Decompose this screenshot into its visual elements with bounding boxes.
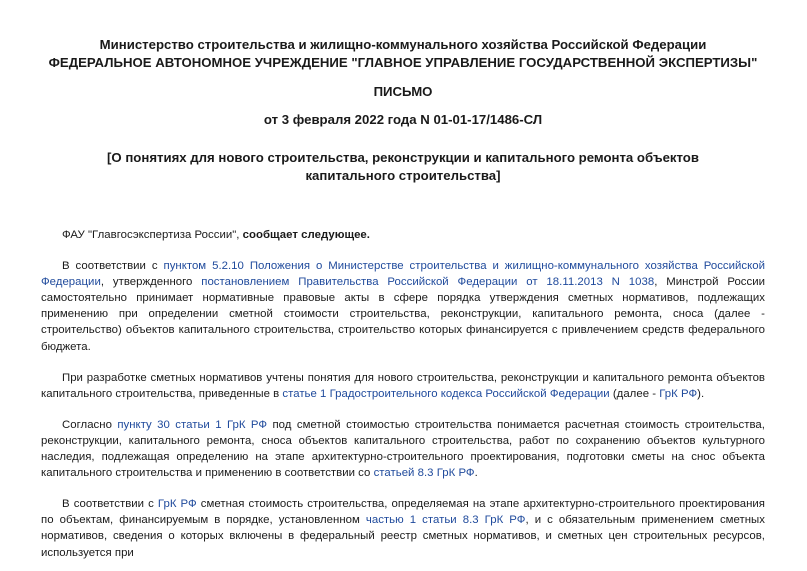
paragraph-bold-text: сообщает следующее. bbox=[242, 229, 370, 241]
paragraph-text: (далее - bbox=[609, 387, 660, 400]
paragraph-text: , и с обязательным применением сметных нормативов, сведения о которых включены в федеральный реестр сметных нормативов, и сметных цен строительных ресурсов, используется при bbox=[41, 514, 765, 559]
paragraph-text: . bbox=[474, 467, 478, 480]
paragraph-text: При разработке сметных нормативов учтены понятия для нового строительства, реконструкции и капитального ремонта объектов капитального строительства, приведенные в bbox=[41, 371, 765, 400]
document-subject: [О понятиях для нового строительства, реконструкции и капитального ремонта объектов капитального строительства] bbox=[107, 150, 699, 183]
link-grk-rf[interactable]: ГрК РФ bbox=[659, 387, 698, 400]
agency-name: ФЕДЕРАЛЬНОЕ АВТОНОМНОЕ УЧРЕЖДЕНИЕ "ГЛАВНОЕ УПРАВЛЕНИЕ ГОСУДАРСТВЕННОЙ ЭКСПЕРТИЗЫ" bbox=[48, 55, 758, 70]
paragraph-text: под сметной стоимостью строительства понимается расчетная стоимость строительства, реконструкции, капитального ремонта, сноса объектов капитального строительства, работ по сохранению объектов культурного наследия, подлежащая определению на этапе архитектурно-строительного проектирования, подготовки сметы на снос объекта капитального строительства и применению в соответствии со bbox=[41, 418, 765, 480]
paragraph-5 bbox=[41, 496, 765, 560]
link-part-1-article-8-3[interactable]: частью 1 статьи 8.3 ГрК РФ bbox=[365, 514, 526, 527]
link-urban-planning-code-article-1[interactable]: статье 1 Градостроительного кодекса Российской Федерации bbox=[282, 387, 610, 400]
paragraph-text: В соответствии с bbox=[62, 260, 164, 273]
paragraph-3 bbox=[41, 370, 765, 402]
paragraph-text: ФАУ "Главгосэкспертиза России", bbox=[62, 229, 243, 241]
ministry-name: Министерство строительства и жилищно-коммунального хозяйства Российской Федерации bbox=[99, 37, 707, 52]
link-government-decree[interactable]: постановлением Правительства Российской Федерации от 18.11.2013 N 1038 bbox=[201, 276, 655, 289]
paragraph-4 bbox=[41, 417, 765, 481]
link-regulation-clause[interactable]: пунктом 5.2.10 Положения о Министерстве строительства и жилищно-коммунального хозяйства Российской Федерации bbox=[41, 260, 765, 289]
paragraph-text: ). bbox=[697, 387, 705, 400]
paragraph-text: Согласно bbox=[62, 418, 118, 431]
document-date-number: от 3 февраля 2022 года N 01-01-17/1486-СЛ bbox=[263, 112, 543, 127]
paragraph-text: , утвержденного bbox=[100, 276, 202, 289]
link-grk-rf-2[interactable]: ГрК РФ bbox=[157, 498, 197, 511]
paragraph-text: сметная стоимость строительства, определяемая на этапе архитектурно-строительного проектирования по объектам, финансируемым в порядке, установленном bbox=[41, 498, 765, 527]
paragraph-text: , Минстрой России самостоятельно принимает нормативные правовые акты в сфере порядка утверждения сметных нормативов, подлежащих применению при определении сметной стоимости строительства, реконструкции, капитального ремонта, сноса (далее - строительство) объектов капитального строительства, строительство которых финансируется с привлечением средств федерального бюджета. bbox=[41, 276, 766, 353]
link-clause-30-article-1[interactable]: пункту 30 статьи 1 ГрК РФ bbox=[117, 418, 268, 431]
paragraph-1 bbox=[41, 227, 765, 243]
document-type: ПИСЬМО bbox=[373, 84, 433, 99]
paragraph-2 bbox=[41, 258, 765, 355]
link-article-8-3[interactable]: статьей 8.3 ГрК РФ bbox=[373, 467, 475, 480]
paragraph-text: В соответствии с bbox=[62, 498, 158, 511]
